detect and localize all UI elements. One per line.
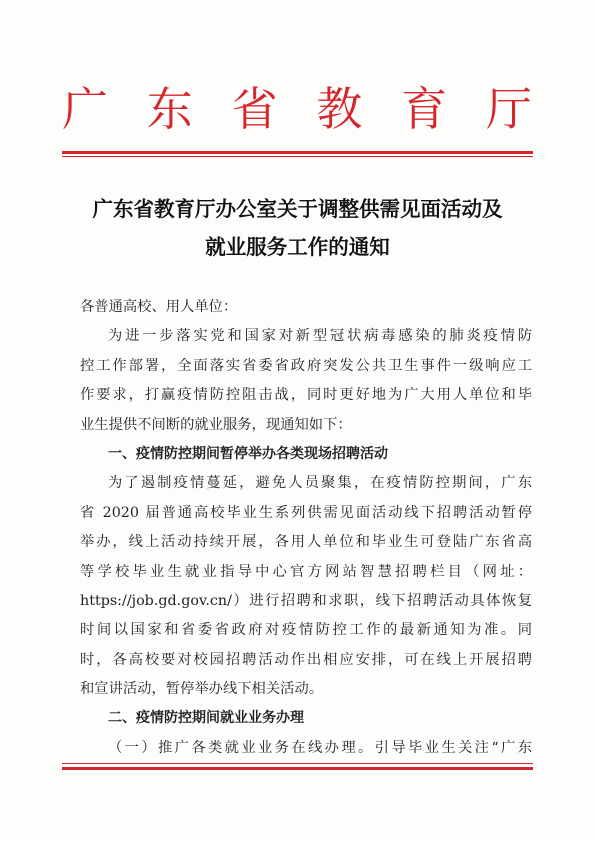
paragraph-line: 作要求，打赢疫情防控阻击战，同时更好地为广大用人单位和毕: [80, 387, 532, 404]
paragraph-line: 和宣讲活动，暂停举办线下相关活动。: [80, 681, 324, 698]
paragraph-line: 时间以国家和省委省政府对疫情防控工作的最新通知为准。同: [80, 622, 532, 639]
paragraph-line: 等学校毕业生就业指导中心官方网站智慧招聘栏目（网址：: [80, 563, 532, 580]
document-title: [62, 190, 533, 266]
paragraph-line: 业生提供不间断的就业服务，现通知如下：: [80, 416, 352, 433]
masthead: [62, 78, 532, 140]
paragraph-line: 控工作部署，全面落实省委省政府突发公共卫生事件一级响应工: [80, 357, 532, 374]
masthead-char: 省: [231, 82, 278, 136]
section-heading-2: 二、疫情防控期间就业业务办理: [108, 710, 304, 727]
paragraph-line: 举办，线上活动持续开展，各用人单位和毕业生可登陆广东省高: [80, 534, 532, 551]
salutation: 各普通高校、用人单位：: [80, 299, 238, 315]
masthead-char: 东: [146, 82, 193, 136]
masthead-char: 广: [62, 82, 108, 136]
title-line-2: 就业服务工作的通知: [205, 235, 390, 259]
masthead-char: 育: [401, 82, 448, 136]
section-heading-1: 一、疫情防控期间暂停举办各类现场招聘活动: [108, 445, 388, 462]
red-rule-top-thick: [62, 151, 533, 154]
paragraph-line: （一）推广各类就业业务在线办理。引导毕业生关注“广东: [108, 739, 532, 756]
paragraph-line: 为了遏制疫情蔓延，避免人员聚集，在疫情防控期间，广东: [108, 475, 532, 492]
masthead-char: 厅: [485, 82, 532, 136]
red-rule-bottom-thick: [62, 767, 533, 770]
document-body: [80, 293, 532, 763]
paragraph-line: 时，各高校要对校园招聘活动作出相应安排，可在线上开展招聘: [80, 651, 532, 668]
paragraph-line: 为进一步落实党和国家对新型冠状病毒感染的肺炎疫情防: [108, 328, 532, 345]
paragraph-line: 省 2020 届普通高校毕业生系列供需见面活动线下招聘活动暂停: [80, 504, 532, 521]
title-line-1: 广东省教育厅办公室关于调整供需见面活动及: [92, 197, 503, 221]
red-rule-bottom-thin: [62, 763, 533, 764]
masthead-char: 教: [316, 82, 363, 136]
paragraph-line-url: https://job.gd.gov.cn/）进行招聘和求职，线下招聘活动具体恢复: [80, 592, 532, 609]
red-rule-top-thin: [62, 156, 533, 157]
